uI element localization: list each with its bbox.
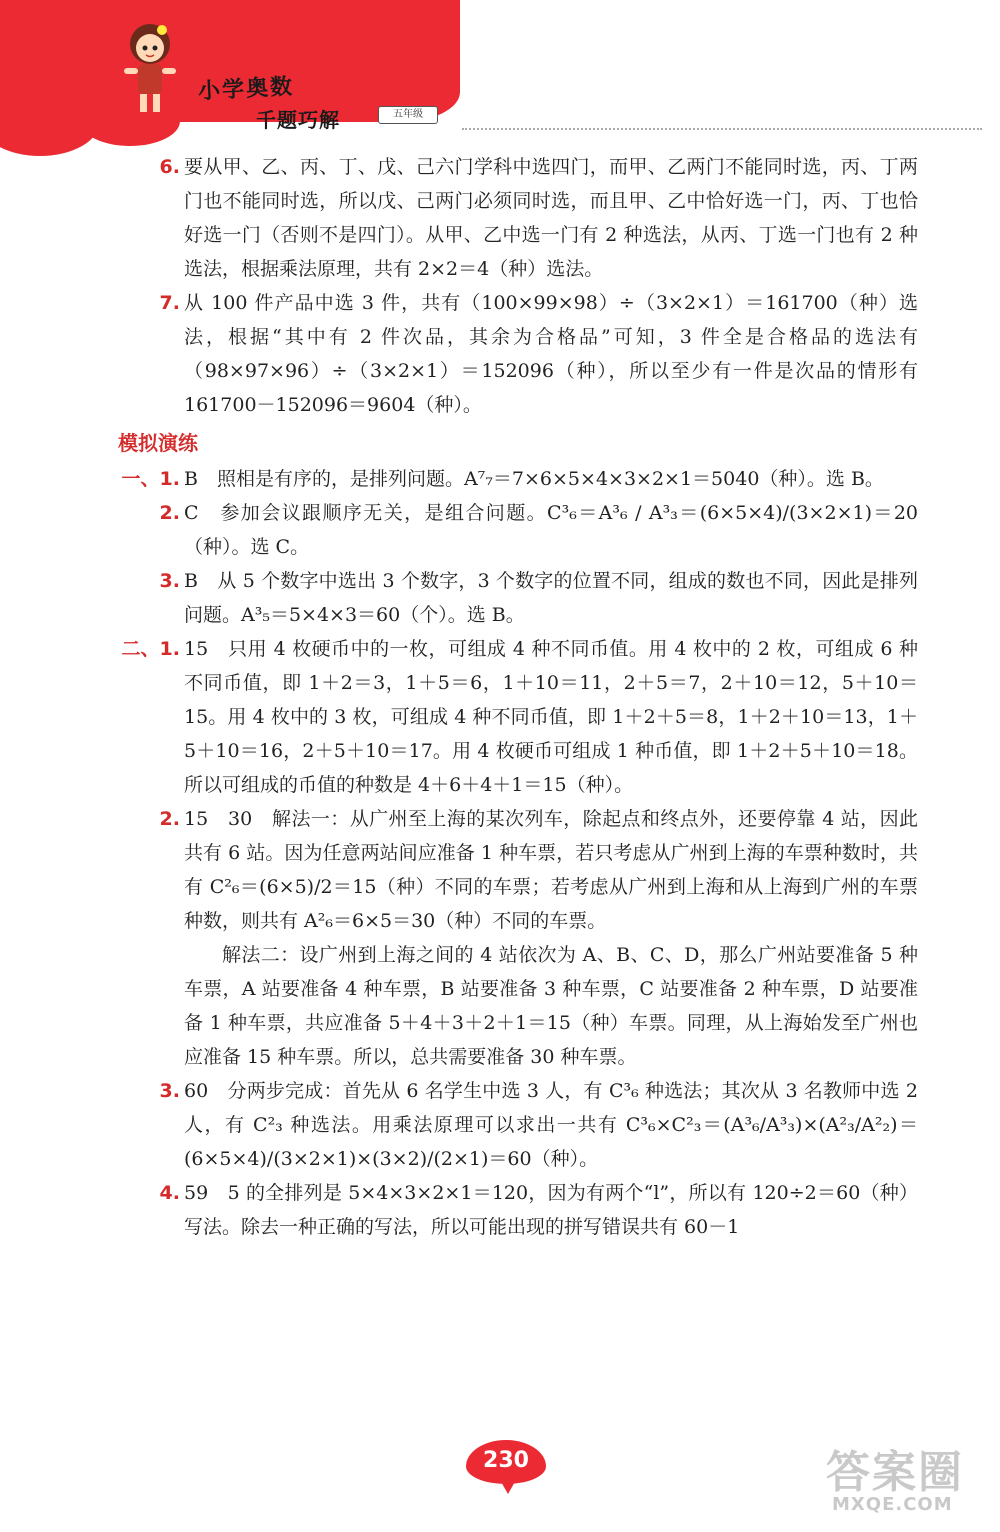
item-number: 2.: [159, 808, 180, 830]
answer-item: [118, 496, 918, 564]
item-number: 一、1.: [121, 468, 180, 490]
item-text: B 照相是有序的，是排列问题。A⁷₇＝7×6×5×4×3×2×1＝5040（种）。选 B。: [184, 468, 884, 490]
answer-item: [118, 1074, 918, 1176]
page-number-text: 230: [483, 1448, 529, 1473]
page-content: [118, 150, 918, 1244]
answer-item: [118, 150, 918, 286]
item-text: 15 只用 4 枚硬币中的一枚，可组成 4 种不同币值。用 4 枚中的 2 枚，可组成 6 种不同币值，即 1＋2＝3，1＋5＝6，1＋10＝11，2＋5＝7，2＋10＝12，5＋10＝15。用 4 枚中的 3 枚，可组成 4 种不同币值，即 1＋2＋5＝8，1＋2＋10＝13，1＋5＋10＝16，2＋5＋10＝17。用 4 枚硬币可组成 1 种币值，即 1＋2＋5＋10＝18。所以可组成的币值的种数是 4＋6＋4＋1＝15（种）。: [184, 638, 918, 796]
item-number: 7.: [159, 292, 180, 314]
mascot-girl-icon: [110, 18, 190, 118]
item-number: 4.: [159, 1182, 180, 1204]
answer-item: [118, 564, 918, 632]
item-text: 60 分两步完成：首先从 6 名学生中选 3 人，有 C³₆ 种选法；其次从 3 名教师中选 2 人，有 C²₃ 种选法。用乘法原理可以求出一共有 C³₆×C²₃＝(A³₆/A³₃)×(A²₃/A²₂)＝(6×5×4)/(3×2×1)×(3×2)/(2×1)＝60（种）。: [184, 1080, 918, 1170]
item-number: 2.: [159, 502, 180, 524]
item-text: 15 30 解法一：从广州至上海的某次列车，除起点和终点外，还要停靠 4 站，因此共有 6 站。因为任意两站间应准备 1 种车票，若只考虑从广州到上海的车票种数时，共有 C²₆＝(6×5)/2＝15（种）不同的车票；若考虑从广州到上海和从上海到广州的车票种数，则共有 A²₆＝6×5＝30（种）不同的车票。: [184, 808, 918, 932]
answer-item: [118, 632, 918, 802]
item-text: B 从 5 个数字中选出 3 个数字，3 个数字的位置不同，组成的数也不同，因此是排列问题。A³₅＝5×4×3＝60（个）。选 B。: [184, 570, 918, 626]
item-text: C 参加会议跟顺序无关，是组合问题。C³₆＝A³₆ / A³₃＝(6×5×4)/(3×2×1)＝20（种）。选 C。: [184, 502, 918, 558]
item-number: 3.: [159, 1080, 180, 1102]
page-number: [466, 1440, 546, 1484]
answer-item: [118, 1176, 918, 1244]
book-title: 小学奥数: [197, 74, 295, 105]
watermark-url: MXQE.COM: [832, 1494, 953, 1515]
item-text: 从 100 件产品中选 3 件，共有（100×99×98）÷（3×2×1）＝161700（种）选法，根据“其中有 2 件次品，其余为合格品”可知，3 件全是合格品的选法有（98×97×96）÷（3×2×1）＝152096（种），所以至少有一件是次品的情形有 161700－152096＝9604（种）。: [184, 292, 918, 416]
item-text: 59 5 的全排列是 5×4×3×2×1＝120，因为有两个“l”，所以有 120÷2＝60（种）写法。除去一种正确的写法，所以可能出现的拼写错误共有 60－1: [184, 1182, 918, 1238]
item-text: 要从甲、乙、丙、丁、戊、己六门学科中选四门，而甲、乙两门不能同时选，丙、丁两门也不能同时选，所以戊、己两门必须同时选，而且甲、乙中恰好选一门，丙、丁也恰好选一门（否则不是四门）。从甲、乙中选一门有 2 种选法，从丙、丁选一门也有 2 种选法，根据乘法原理，共有 2×2＝4（种）选法。: [184, 156, 918, 280]
item-number: 6.: [159, 156, 180, 178]
item-number: 3.: [159, 570, 180, 592]
book-subtitle: 千题巧解: [256, 108, 340, 132]
item-number: 二、1.: [121, 638, 180, 660]
grade-tag: 五年级: [378, 106, 438, 124]
answer-item: [118, 462, 918, 496]
watermark: [826, 1436, 992, 1526]
answer-item: [118, 286, 918, 422]
section-title: 模拟演练: [118, 431, 198, 455]
speech-bubble-tail-icon: [500, 1480, 516, 1494]
answer-item: [118, 802, 918, 1074]
header-divider: [462, 128, 982, 130]
item-text-method-two: 解法二：设广州到上海之间的 4 站依次为 A、B、C、D，那么广州站要准备 5 种车票，A 站要准备 4 种车票，B 站要准备 3 种车票，C 站要准备 2 种车票，D 站要准备 1 种车票，共应准备 5＋4＋3＋2＋1＝15（种）车票。同理，从上海始发至广州也应准备 15 种车票。所以，总共需要准备 30 种车票。: [184, 944, 918, 1068]
watermark-logo-text: 答案圈: [826, 1447, 964, 1498]
